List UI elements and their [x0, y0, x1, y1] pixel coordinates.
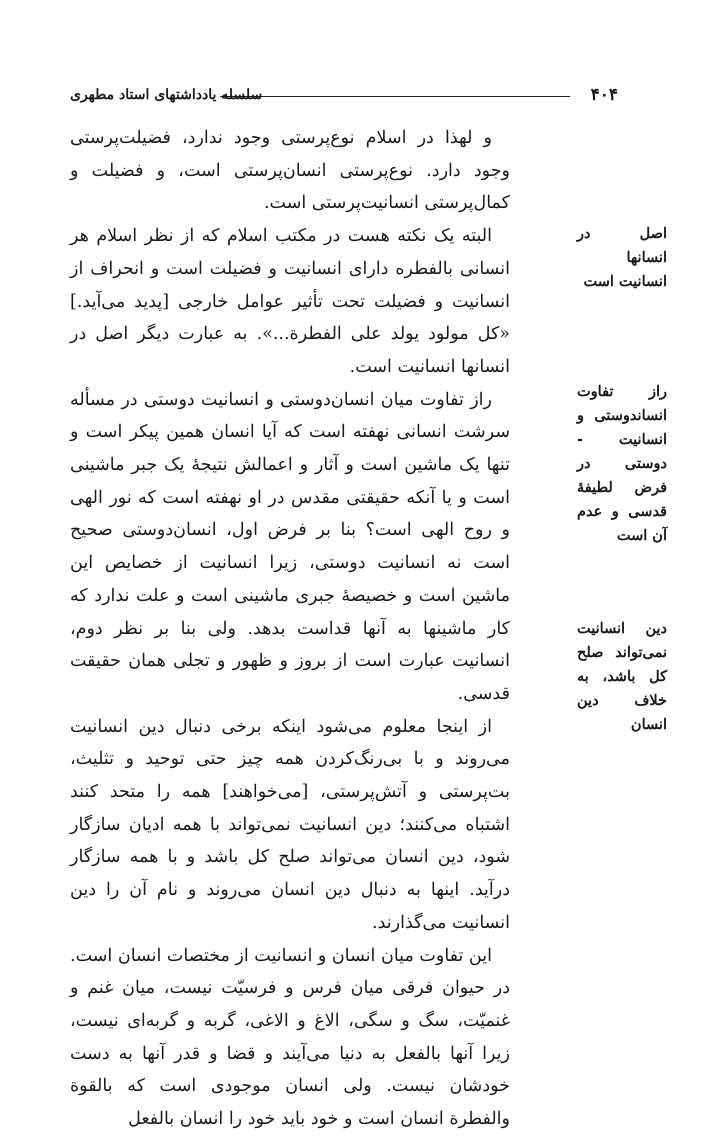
paragraph: و لهذا در اسلام نوع‌پرستی وجود ندارد، فضیلت‌پرستی وجود دارد. نوع‌پرستی انسان‌پرستی است، و فضیلت و کمال‌پرستی انسانیت‌پرستی است. — [70, 128, 510, 214]
page-header — [70, 84, 618, 106]
series-title: سلسله یادداشتهای استاد مطهری — [70, 87, 263, 103]
body-text — [70, 122, 510, 1136]
paragraph: از اینجا معلوم می‌شود اینکه برخی دنبال دین انسانیت می‌روند و با بی‌رنگ‌کردن همه چیز حتی توحید و تثلیث، بت‌پرستی و آتش‌پرستی، [می‌خواهند] همه را متحد کنند اشتباه می‌کنند؛ دین انسانیت نمی‌تواند با همه ادیان سازگار شود، دین انسان می‌تواند صلح کل باشد و با همه سازگار درآید. اینها به دنبال دین انسان می‌روند و نام آن را دین انسانیت می‌گذارند. — [70, 716, 510, 933]
page-number: ۴۰۴ — [590, 85, 618, 105]
paragraph: راز تفاوت میان انسان‌دوستی و انسانیت دوستی در مسأله سرشت انسانی نهفته است که آیا انسان همین پیکر است و تنها یک ماشین است و آثار و اعمالش نتیجهٔ یک جبر ماشینی است و یا آنکه حقیقتی مقدس در او نهفته است که نور الهی و روح الهی است؟ بنا بر فرض اول، انسان‌دوستی صحیح است نه انسانیت دوستی، زیرا انسانیت از خصایص این ماشین است و خصیصهٔ جبری ماشینی است و علت ندارد که کار ماشینها به آنها قداست بدهد. ولی بنا بر نظر دوم، انسانیت عبارت است از بروز و ظهور و تجلی همان حقیقت قدسی. — [70, 389, 510, 704]
margin-note: راز تفاوت انساندوستی و انسانیت - دوستی در فرض لطیفهٔ قدسی و عدم آن است — [577, 383, 667, 544]
paragraph: البته یک نکته هست در مکتب اسلام که از نظر اسلام هر انسانی بالفطره دارای انسانیت و فضیلت است و انحراف از انسانیت و فضیلت تحت تأثیر عوامل خارجی [پدید می‌آید.] «کل مولود یولد علی الفطرة...». به عبارت دیگر اصل در انسانها انسانیت است. — [70, 226, 510, 377]
paragraph: این تفاوت میان انسان و انسانیت از مختصات انسان است. در حیوان فرقی میان فرس و فرسیّت نیست، میان غنم و غنمیّت، سگ و سگی، الاغ و الاغی، گربه و گربه‌ای نیست، زیرا آنها بالفعل به دنیا می‌آیند و قضا و قدر آنها به دست خودشان نیست. ولی انسان موجودی است که بالقوة والفطرة انسان است و خود باید خود را انسان بالفعل — [70, 945, 510, 1130]
margin-note: دین انسانیت نمی‌تواند صلح کل باشد، به خلاف دین انسان — [577, 620, 667, 733]
margin-note: اصل در انسانها انسانیت است — [577, 225, 667, 290]
header-rule — [220, 96, 570, 97]
